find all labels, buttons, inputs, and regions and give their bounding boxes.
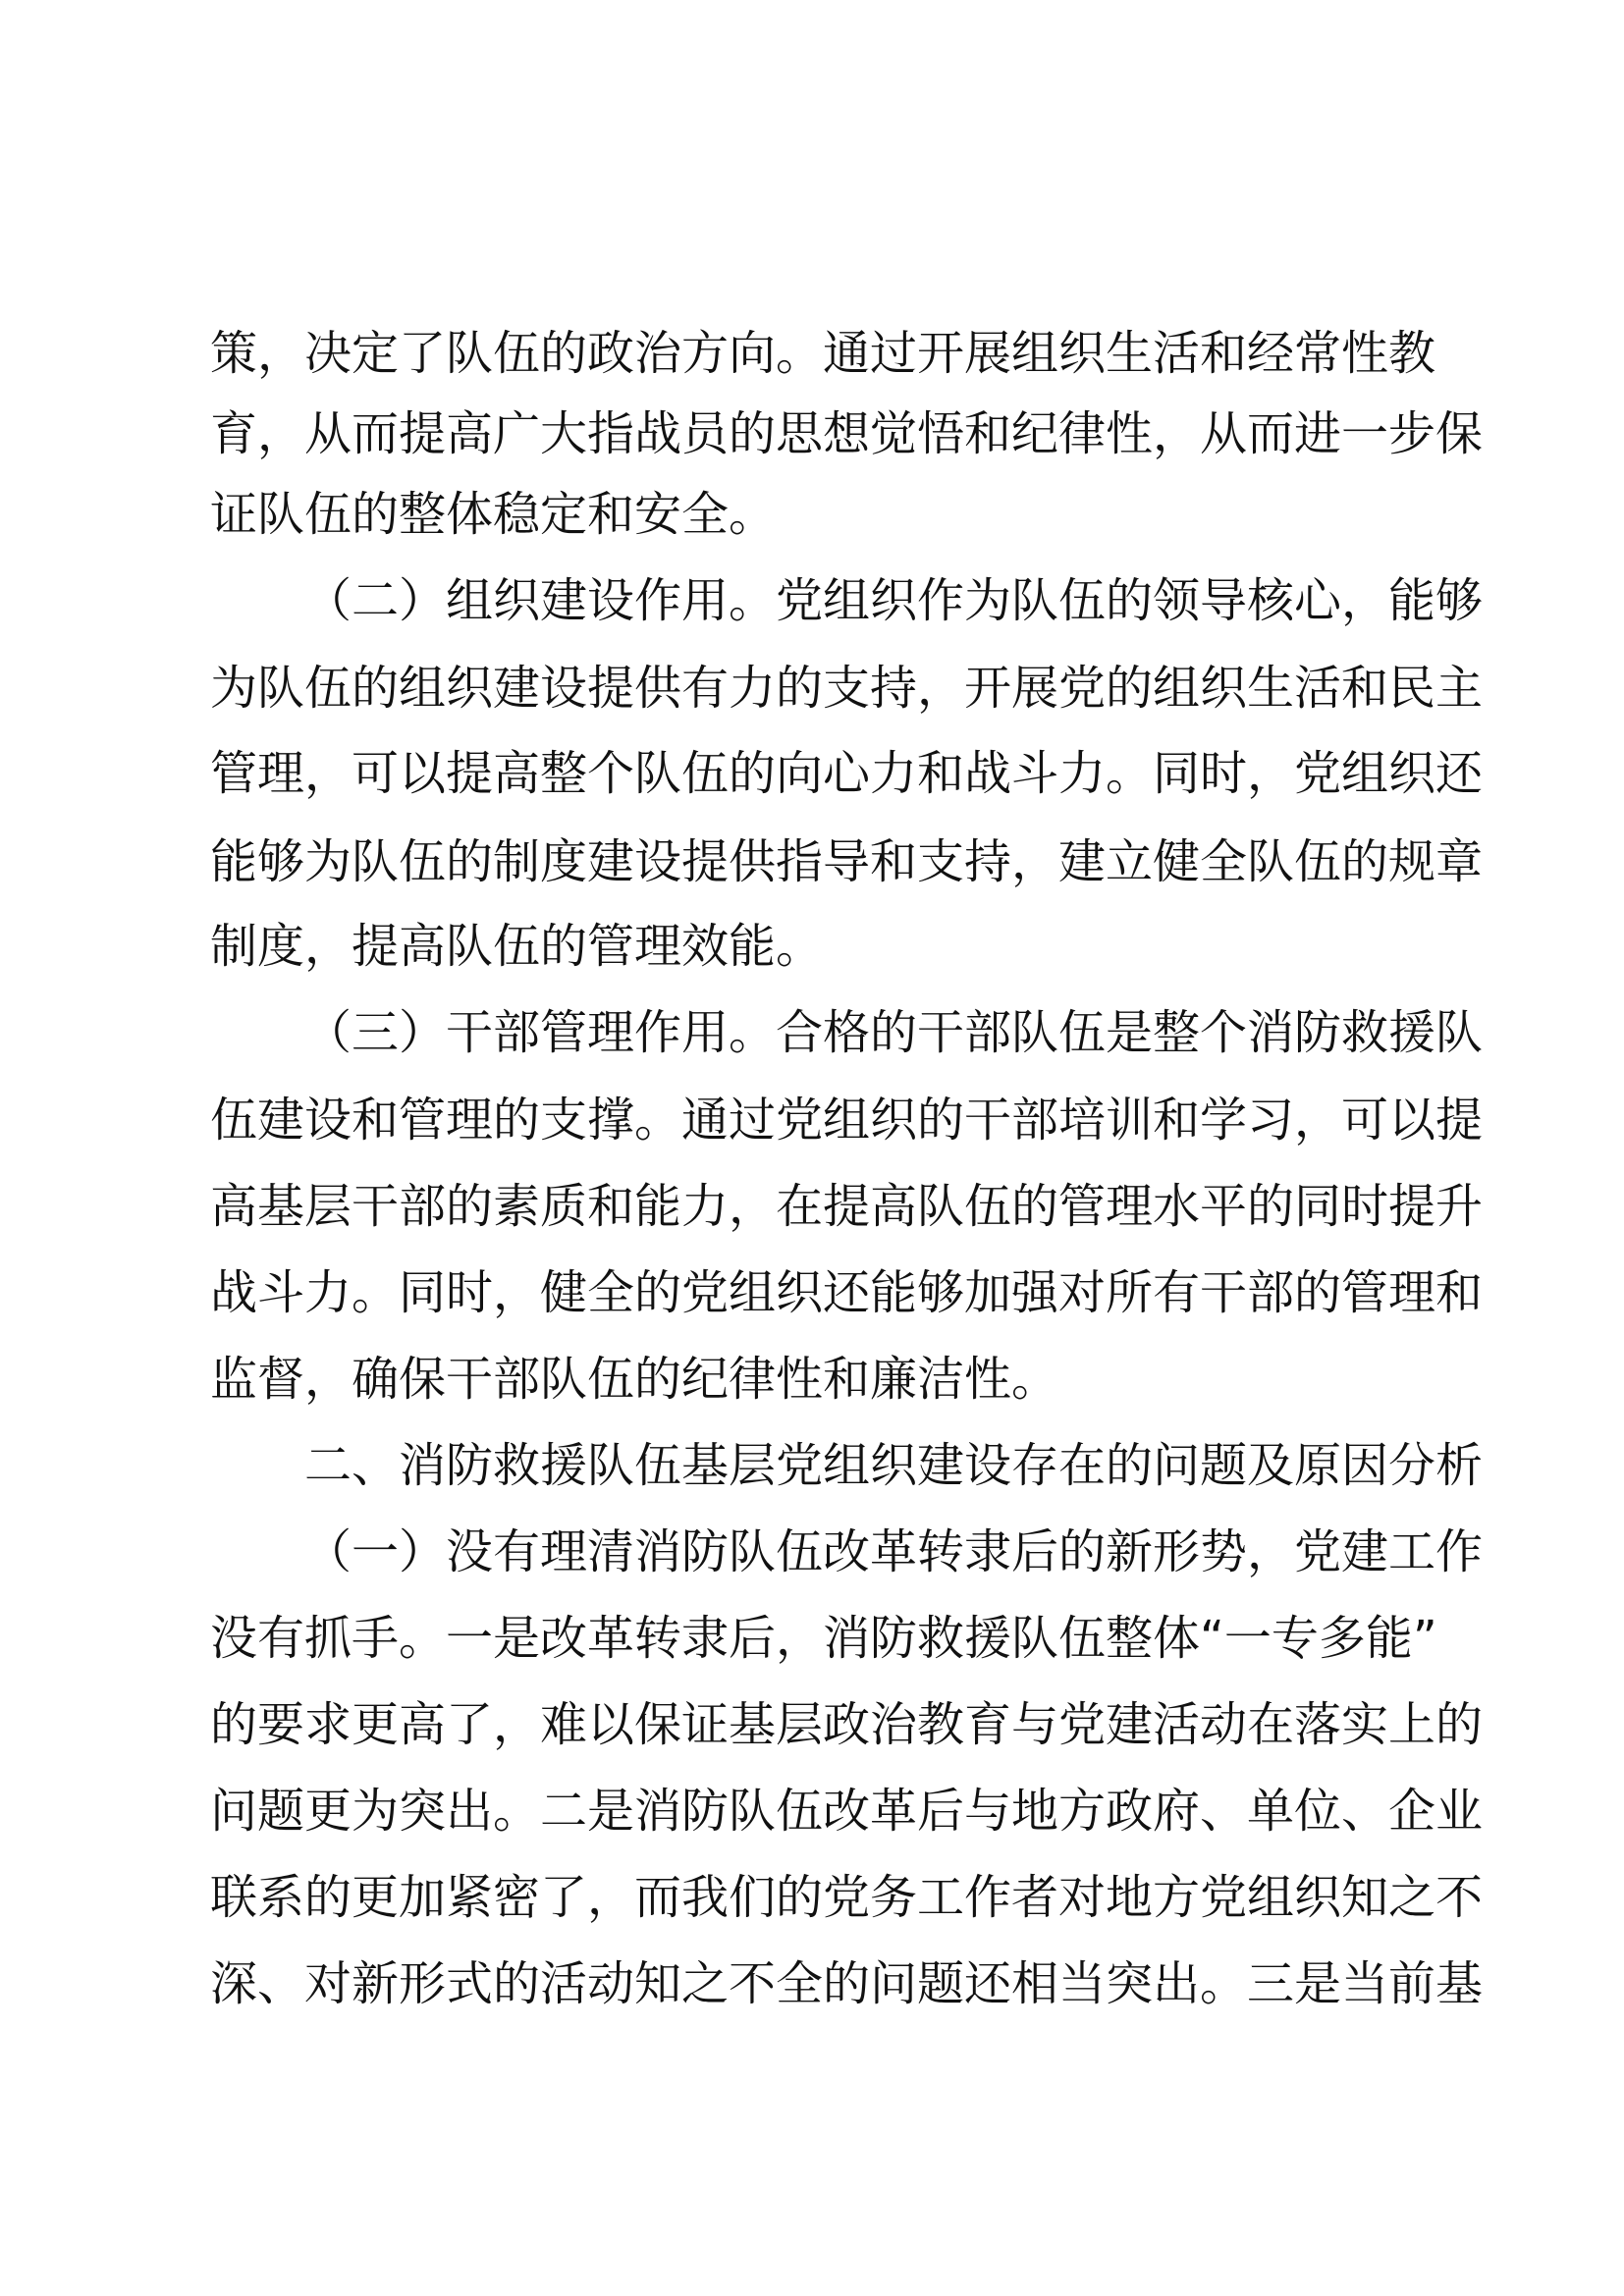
body-text-line: 伍建设和管理的支撑。通过党组织的干部培训和学习，可以提 [210, 1093, 1484, 1148]
body-text-line: 能够为队伍的制度建设提供指导和支持，建立健全队伍的规章 [210, 834, 1484, 889]
section-heading-line: （一）没有理清消防队伍改革转隶后的新形势，党建工作 [304, 1524, 1484, 1579]
body-text-line: 没有抓手。一是改革转隶后，消防救援队伍整体“一专多能” [210, 1611, 1437, 1666]
body-text-line: 策，决定了队伍的政治方向。通过开展组织生活和经常性教 [210, 326, 1436, 381]
body-text-line: 高基层干部的素质和能力，在提高队伍的管理水平的同时提升 [210, 1179, 1484, 1234]
body-text-line: 的要求更高了，难以保证基层政治教育与党建活动在落实上的 [210, 1697, 1484, 1752]
body-text-line: 制度，提高队伍的管理效能。 [210, 919, 824, 974]
section-heading-line: （三）干部管理作用。合格的干部队伍是整个消防救援队 [304, 1005, 1484, 1060]
section-heading-line: （二）组织建设作用。党组织作为队伍的领导核心，能够 [304, 573, 1484, 628]
body-text-line: 育，从而提高广大指战员的思想觉悟和纪律性，从而进一步保 [210, 406, 1484, 461]
body-text-line: 战斗力。同时，健全的党组织还能够加强对所有干部的管理和 [210, 1265, 1484, 1320]
body-text-line: 管理，可以提高整个队伍的向心力和战斗力。同时，党组织还 [210, 746, 1484, 801]
body-text-line: 监督，确保干部队伍的纪律性和廉洁性。 [210, 1352, 1059, 1407]
body-text-line: 问题更为突出。二是消防队伍改革后与地方政府、单位、企业 [210, 1784, 1484, 1839]
body-text-line: 证队伍的整体稳定和安全。 [210, 487, 777, 542]
body-text-line: 为队伍的组织建设提供有力的支持，开展党的组织生活和民主 [210, 661, 1484, 716]
chapter-heading-line: 二、消防救援队伍基层党组织建设存在的问题及原因分析 [304, 1438, 1484, 1493]
body-text-line: 深、对新形式的活动知之不全的问题还相当突出。三是当前基 [210, 1956, 1484, 2011]
body-text-line: 联系的更加紧密了，而我们的党务工作者对地方党组织知之不 [210, 1870, 1484, 1925]
